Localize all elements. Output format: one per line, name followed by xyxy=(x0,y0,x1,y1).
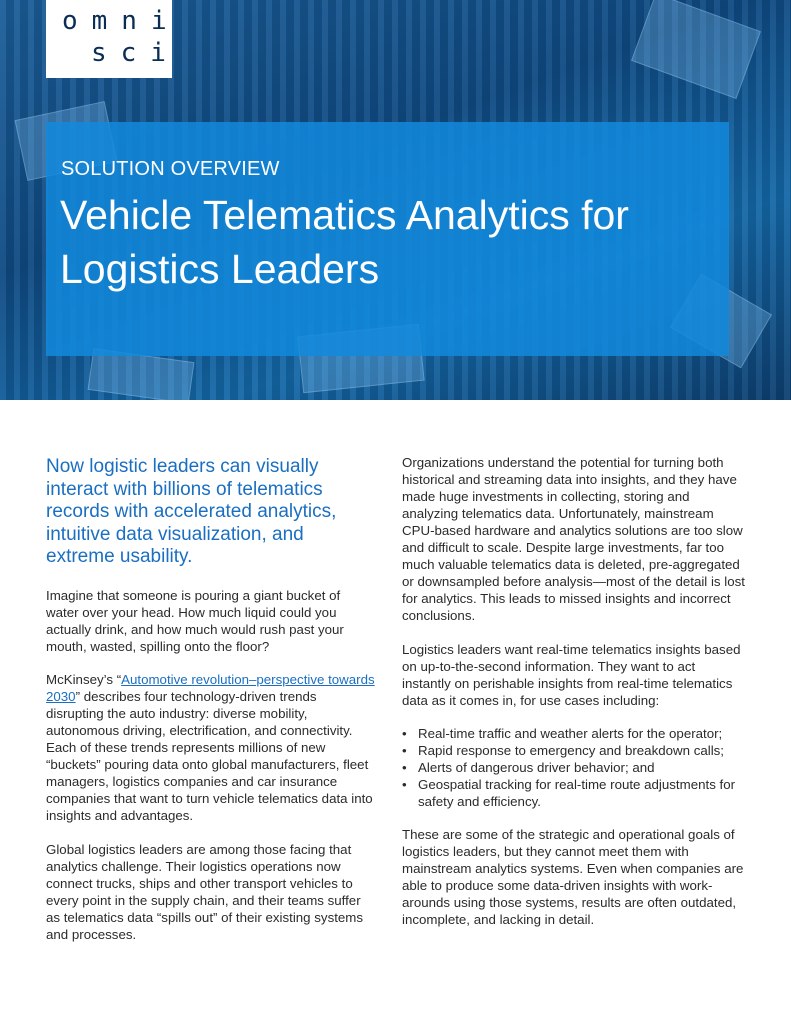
list-item-text: Real-time traffic and weather alerts for the operator; xyxy=(418,726,723,741)
page-title: Vehicle Telematics Analytics for Logistics Leaders xyxy=(60,192,629,292)
list-item-text: Geospatial tracking for real-time route adjustments for safety and efficiency. xyxy=(418,777,736,809)
logo-line-2: sci xyxy=(91,38,180,68)
bullet-glyph: • xyxy=(402,726,407,741)
mckinsey-suffix: ” describes four technology-driven trends disrupting the auto industry: diverse mobility, autonomous driving, electrification, and connectivity. Each of these trends represents millions of new “buckets” pouring data onto global manufacturers, fleet managers, logistics companies and car insurance companies that want to turn vehicle telematics data into insights and advantages. xyxy=(46,689,373,823)
list-item xyxy=(402,725,747,742)
paragraph-bucket: Imagine that someone is pouring a giant bucket of water over your head. How much liquid could you actually drink, and how much would rush past your mouth, wasted, spilling onto the floor? xyxy=(46,587,344,654)
list-item xyxy=(402,742,747,759)
paragraph-mckinsey xyxy=(46,671,376,824)
mckinsey-report-link[interactable]: Automotive revolution–perspective towards 2030 xyxy=(46,672,375,704)
paragraph-organizations: Organizations understand the potential for turning both historical and streaming data into insights, and they have made huge investments in collecting, storing and analyzing telematics data. Unfortunately, mainstream CPU-based hardware and analytics solutions are too slow and difficult to scale. Despite large investments, far too much valuable telematics data is deleted, pre-aggregated or downsampled before analysis—most of the detail is lost for analytics. This leads to missed insights and incorrect conclusions. xyxy=(402,455,745,623)
paragraph-strategic-goals: These are some of the strategic and operational goals of logistics leaders, but they cannot meet them with mainstream analytics systems. Even when companies are able to produce some data-driven insights with work-arounds using those systems, results are often outdated, incomplete, and lacking in detail. xyxy=(402,827,744,927)
use-case-list xyxy=(402,725,747,810)
paragraph-real-time: Logistics leaders want real-time telematics insights based on up-to-the-second information. They want to act instantly on perishable insights from real-time telematics data as it comes in, for use cases including: xyxy=(402,641,741,708)
left-column xyxy=(46,456,376,959)
paragraph-global-logistics: Global logistics leaders are among those facing that analytics challenge. Their logistics operations now connect trucks, ships and other transport vehicles to every point in the supply chain, and their teams suffer as telematics data “spills out” of their existing systems and processes. xyxy=(46,841,364,942)
eyebrow-label: SOLUTION OVERVIEW xyxy=(61,158,280,180)
logo-line-1: omni xyxy=(62,6,181,36)
title-panel xyxy=(46,122,729,356)
list-item xyxy=(402,776,747,810)
mckinsey-prefix: McKinsey’s “ xyxy=(46,672,122,687)
bullet-glyph: • xyxy=(402,743,407,758)
lede-heading: Now logistic leaders can visually interact with billions of telematics records with accelerated analytics, intuitive data visualization, and extreme usability. xyxy=(46,456,337,567)
right-column xyxy=(402,454,747,945)
hero-package-shape xyxy=(631,0,761,99)
bullet-glyph: • xyxy=(402,777,407,792)
list-item-text: Alerts of dangerous driver behavior; and xyxy=(418,760,655,775)
omnisci-logo xyxy=(46,0,181,78)
list-item-text: Rapid response to emergency and breakdown calls; xyxy=(418,743,725,758)
hero-banner xyxy=(0,0,791,400)
list-item xyxy=(402,759,747,776)
bullet-glyph: • xyxy=(402,760,407,775)
